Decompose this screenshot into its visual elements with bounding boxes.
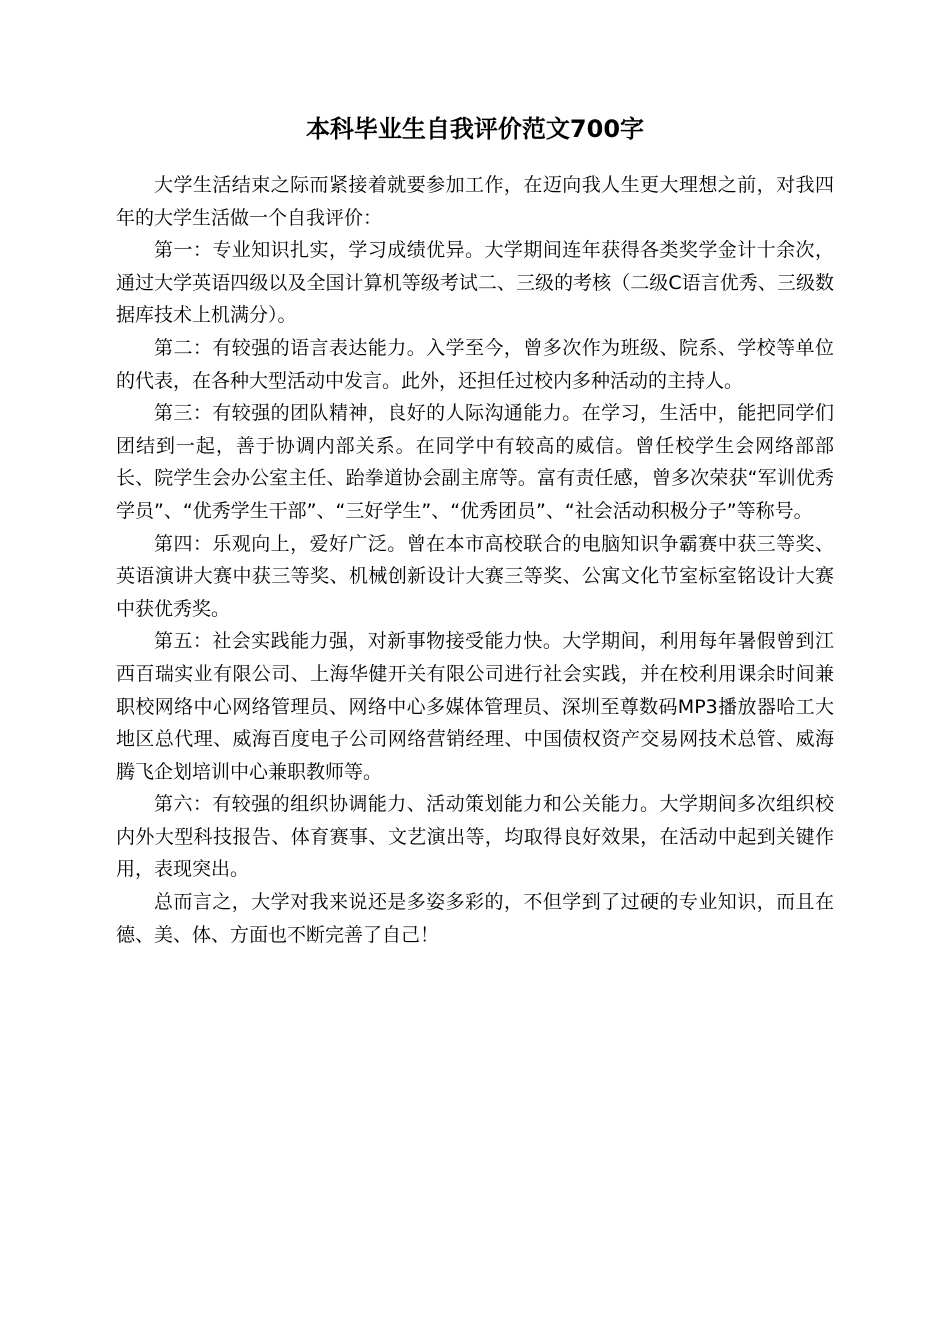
document-title: 本科毕业生自我评价范文700字 <box>305 115 645 143</box>
paragraph-conclusion: 总而言之，大学对我来说还是多姿多彩的，不但学到了过硬的专业知识，而且在德、美、体、方面也不断完善了自己！ <box>116 891 834 946</box>
paragraph-point-5: 第五：社会实践能力强，对新事物接受能力快。大学期间，利用每年暑假曾到江西百瑞实业有限公司、上海华健开关有限公司进行社会实践，并在校利用课余时间兼职校网络中心网络管理员、网络中心多媒体管理员、深圳至尊数码MP3播放器哈工大地区总代理、威海百度电子公司网络营销经理、中国债权资产交易网技术总管、威海腾飞企划培训中心兼职教师等。 <box>116 630 834 783</box>
paragraph-point-6: 第六：有较强的组织协调能力、活动策划能力和公关能力。大学期间多次组织校内外大型科技报告、体育赛事、文艺演出等，均取得良好效果，在活动中起到关键作用，表现突出。 <box>116 793 834 881</box>
document-body <box>116 169 834 951</box>
paragraph-point-1: 第一：专业知识扎实，学习成绩优异。大学期间连年获得各类奖学金计十余次，通过大学英语四级以及全国计算机等级考试二、三级的考核（二级C语言优秀、三级数据库技术上机满分）。 <box>116 239 834 327</box>
paragraph-point-2: 第二：有较强的语言表达能力。入学至今，曾多次作为班级、院系、学校等单位的代表，在各种大型活动中发言。此外，还担任过校内多种活动的主持人。 <box>116 336 834 392</box>
paragraph-point-3: 第三：有较强的团队精神，良好的人际沟通能力。在学习，生活中，能把同学们团结到一起，善于协调内部关系。在同学中有较高的威信。曾任校学生会网络部部长、院学生会办公室主任、跆拳道协会副主席等。富有责任感，曾多次荣获“军训优秀学员”、“优秀学生干部”、“三好学生”、“优秀团员”、“社会活动积极分子”等称号。 <box>116 402 834 522</box>
paragraph-point-4: 第四：乐观向上，爱好广泛。曾在本市高校联合的电脑知识争霸赛中获三等奖、英语演讲大赛中获三等奖、机械创新设计大赛三等奖、公寓文化节室标室铭设计大赛中获优秀奖。 <box>116 532 834 620</box>
paragraph-intro: 大学生活结束之际而紧接着就要参加工作，在迈向我人生更大理想之前，对我四年的大学生活做一个自我评价： <box>116 174 834 229</box>
